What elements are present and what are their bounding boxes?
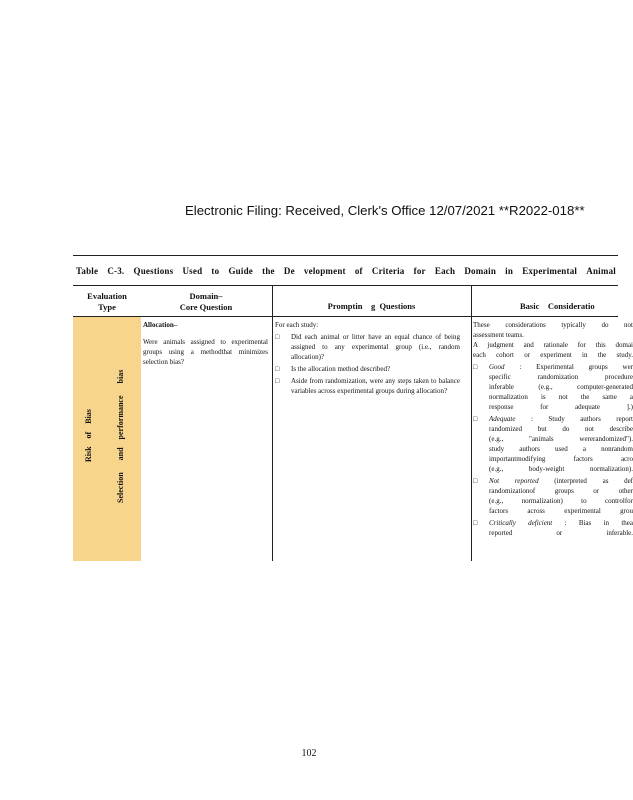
- header-domain-line2: Core Question: [179, 302, 233, 312]
- checkbox-bullet-icon: □: [473, 363, 478, 371]
- rating-line: [489, 464, 633, 474]
- caption-word: De: [283, 266, 295, 276]
- rating-line: [489, 424, 633, 434]
- rating-label: Critically deficient: [489, 519, 553, 527]
- caption-word: Each: [434, 266, 456, 276]
- prompt-text: Is the allocation method described?: [291, 365, 391, 373]
- evaluation-type-label: Risk of Bias: [84, 409, 93, 462]
- rating-line: [489, 434, 633, 444]
- rating-line-text: importantmodifying factors acro: [489, 455, 633, 463]
- rating-label: Not reported: [489, 477, 539, 485]
- rating-line-text: : Bias in thea: [564, 519, 633, 527]
- rating-line-text: (e.g., normalization) to controlfor: [489, 497, 633, 505]
- caption-word: Questions: [133, 266, 174, 276]
- rating-line-text: : Study authors report: [530, 415, 633, 423]
- rating-line: [489, 414, 633, 424]
- rating-label: Good: [489, 363, 505, 371]
- core-question-text: Were animals assigned to experimental groups using a methodthat minimizes selection bias?: [143, 338, 268, 366]
- rating-line-text: normalization is not the same a: [489, 393, 633, 401]
- header-bottom-rule: [73, 316, 618, 317]
- rating-line: [489, 454, 633, 464]
- prompt-text: Aside from randomization, were any steps taken to balance variables across experimental groups during allocation?: [291, 377, 460, 395]
- rating-line-text: : Experimental groups wer: [519, 363, 633, 371]
- caption-word: Table: [76, 266, 99, 276]
- prompt-item: [275, 376, 460, 396]
- prompting-questions-cell: [275, 320, 460, 396]
- rating-line: [489, 444, 633, 454]
- rating-item: [473, 518, 633, 538]
- rating-line-text: randomized but do not describe: [489, 425, 633, 433]
- caption-word: C-3.: [107, 266, 125, 276]
- rating-line-text: factors across experimental grou: [489, 507, 633, 515]
- rating-line: [489, 506, 633, 516]
- filing-stamp: Electronic Filing: Received, Clerk's Office 12/07/2021 **R2022-018**: [185, 203, 585, 218]
- page-number: 102: [301, 748, 317, 759]
- caption-word: Experimental: [522, 266, 578, 276]
- rating-line-text: (interpreted as def: [554, 477, 633, 485]
- rating-line: [489, 362, 633, 372]
- checkbox-bullet-icon: □: [473, 477, 478, 485]
- rating-line-text: (e.g., body-weight normalization).: [489, 465, 633, 473]
- caption-bottom-rule: [73, 285, 618, 286]
- core-question-cell: [143, 320, 268, 367]
- rating-line: [489, 476, 633, 486]
- prompt-item: [275, 364, 460, 374]
- caption-word: Criteria: [371, 266, 405, 276]
- considerations-intro-line: assessment teams.: [473, 331, 524, 339]
- rating-line-text: inferable (e.g., computer-generated: [489, 383, 633, 391]
- rating-label: Adequate: [489, 415, 516, 423]
- header-domain: [141, 291, 271, 313]
- caption-word: Animal: [586, 266, 616, 276]
- rating-line-text: (e.g., "animals wererandomized").: [489, 435, 633, 443]
- col-divider-1: [272, 286, 273, 561]
- caption-word: Used: [182, 266, 203, 276]
- prompt-item: [275, 332, 460, 362]
- rating-line-text: specific randomization procedure: [489, 373, 633, 381]
- rating-line-text: randomizationof groups or other: [489, 487, 633, 495]
- rating-line: [489, 486, 633, 496]
- rating-line: [489, 372, 633, 382]
- rating-item: [473, 414, 633, 474]
- caption-word: velopment: [303, 266, 346, 276]
- rating-line-text: response for adequate ].): [489, 403, 633, 411]
- header-evaluation-line1: Evaluation: [87, 291, 127, 301]
- header-evaluation-line2: Type: [98, 302, 116, 312]
- caption-word: in: [505, 266, 514, 276]
- rating-line: [489, 382, 633, 392]
- checkbox-bullet-icon: □: [275, 365, 280, 373]
- col-divider-2: [471, 286, 472, 561]
- caption-word: Guide: [228, 266, 253, 276]
- caption-word: Domain: [464, 266, 497, 276]
- checkbox-bullet-icon: □: [275, 333, 280, 341]
- prompt-text: Did each animal or litter have an equal chance of being assigned to any experimental group (i.e., random allocation)?: [291, 333, 460, 361]
- header-basic-considerations: Basic Consideratio: [520, 301, 595, 311]
- table-caption: [76, 266, 616, 276]
- domain-name-label: Selection and performance bias: [116, 369, 125, 503]
- caption-word: the: [262, 266, 275, 276]
- checkbox-bullet-icon: □: [473, 415, 478, 423]
- rating-line-text: study authors used a nonrandom: [489, 445, 633, 453]
- considerations-intro-line: each cohort or experiment in the study.: [473, 351, 633, 359]
- table-top-rule: [73, 255, 618, 256]
- considerations-intro-line: These considerations typically do not: [473, 321, 633, 329]
- rating-line: [489, 528, 633, 538]
- caption-word: of: [354, 266, 363, 276]
- rating-line: [489, 496, 633, 506]
- caption-word: for: [413, 266, 426, 276]
- header-domain-line1: Domain–: [189, 291, 223, 301]
- considerations-intro-line: A judgment and rationale for this domai: [473, 341, 633, 349]
- basic-considerations-cell: [473, 320, 633, 538]
- core-question-title: Allocation–: [143, 321, 178, 329]
- checkbox-bullet-icon: □: [275, 377, 280, 385]
- rating-line: [489, 518, 633, 528]
- rating-line: [489, 402, 633, 412]
- prompting-intro: For each study:: [275, 321, 319, 329]
- rating-line-text: reported or inferable.: [489, 529, 633, 537]
- rating-line: [489, 392, 633, 402]
- caption-word: to: [211, 266, 220, 276]
- header-evaluation-type: [73, 291, 141, 313]
- rating-item: [473, 476, 633, 516]
- checkbox-bullet-icon: □: [473, 519, 478, 527]
- rating-item: [473, 362, 633, 412]
- header-prompting: Promptin g Questions: [327, 301, 416, 311]
